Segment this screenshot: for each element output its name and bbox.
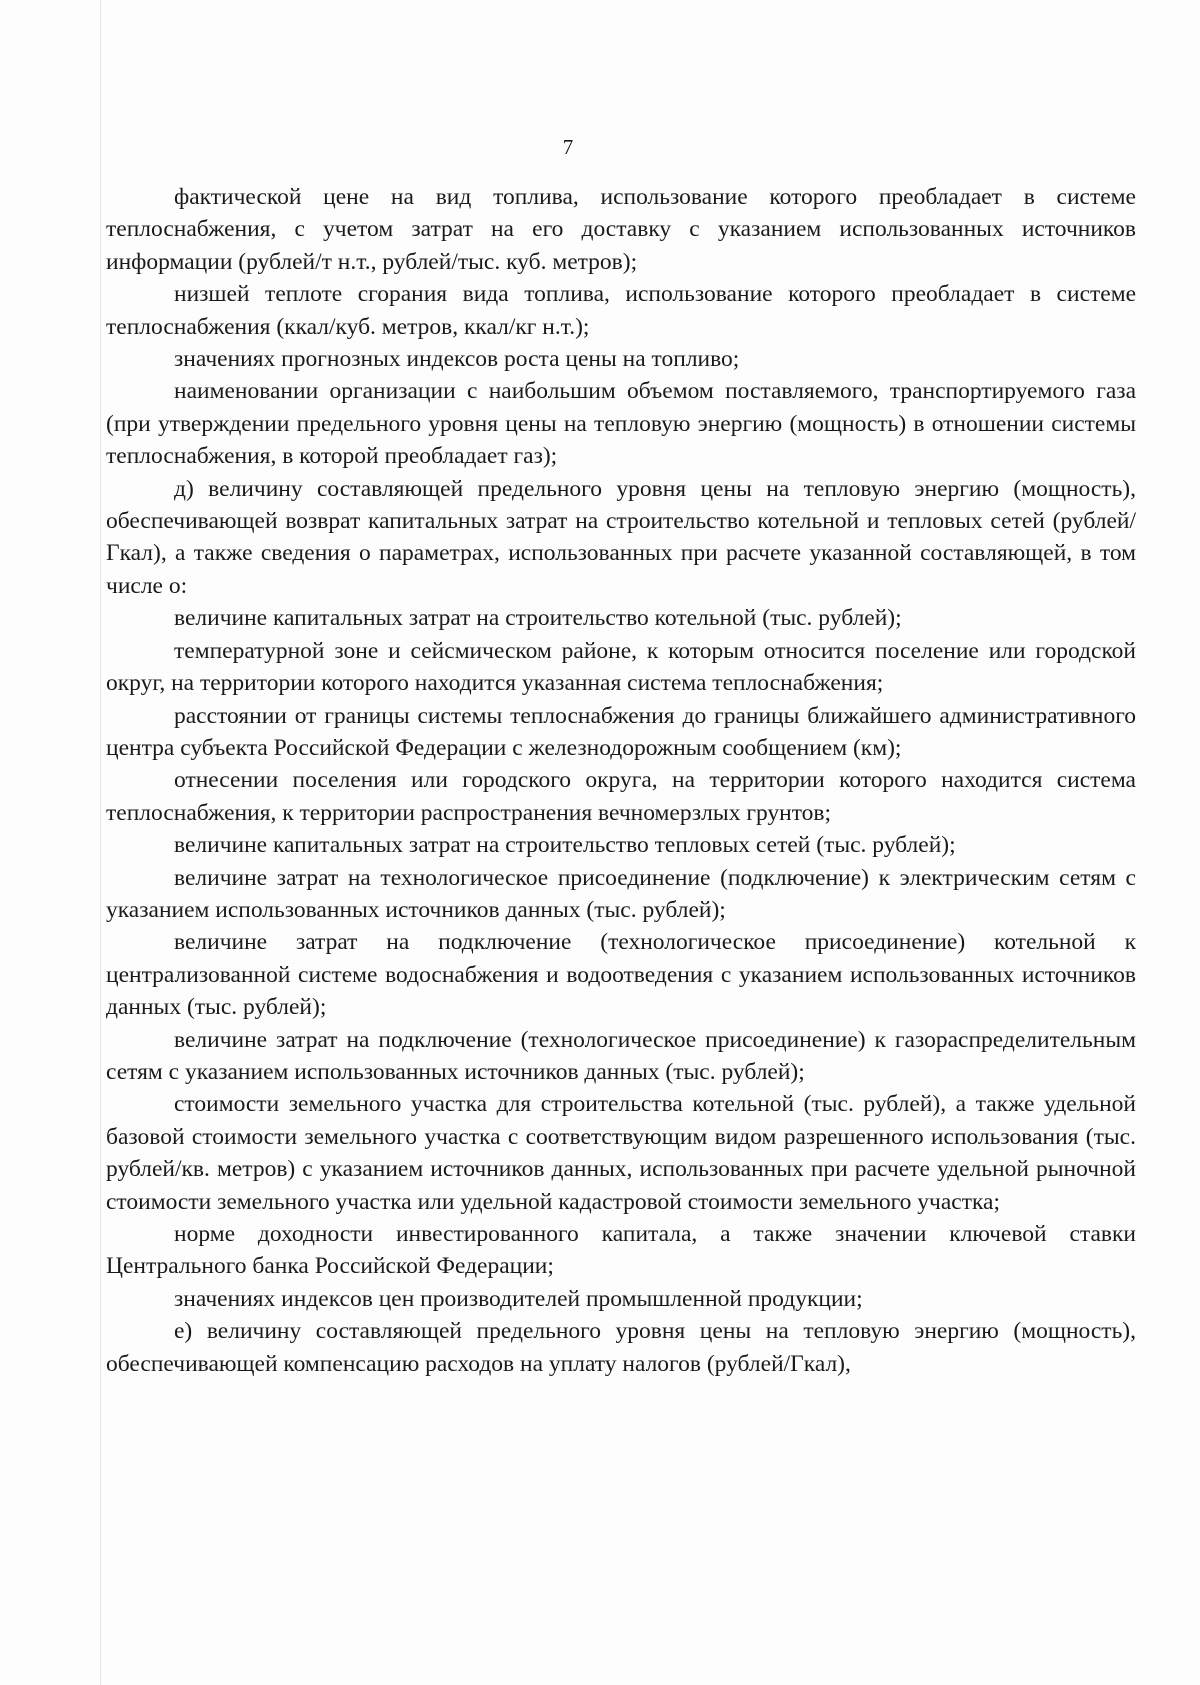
paragraph: величине капитальных затрат на строительство котельной (тыс. рублей); <box>174 605 902 632</box>
paragraph: стоимости земельного участка для строительства котельной (тыс. рублей), а также удельной базовой стоимости земельного участка с соответствующим видом разрешенного использования (тыс. рублей/кв. метров) с указанием источников данных, использованных при расчете удельной рыночной стоимости земельного участка или удельной кадастровой стоимости земельного участка; <box>106 1091 1136 1215</box>
paragraph: фактической цене на вид топлива, использование которого преобладает в системе теплоснабжения, с учетом затрат на его доставку с указанием использованных источников информации (рублей/т н.т., рублей/тыс. куб. метров); <box>106 184 1136 275</box>
paragraph: значениях индексов цен производителей промышленной продукции; <box>174 1285 863 1312</box>
paragraph: отнесении поселения или городского округа, на территории которого находится система теплоснабжения, к территории распространения вечномерзлых грунтов; <box>106 767 1136 826</box>
paragraph: расстоянии от границы системы теплоснабжения до границы ближайшего административного центра субъекта Российской Федерации с железнодорожным сообщением (км); <box>106 702 1136 761</box>
paragraph: низшей теплоте сгорания вида топлива, использование которого преобладает в системе теплоснабжения (ккал/куб. метров, ккал/кг н.т.); <box>106 281 1136 340</box>
scan-edge-line <box>100 0 101 1685</box>
page-number: 7 <box>562 135 574 159</box>
paragraph: температурной зоне и сейсмическом районе, к которым относится поселение или городской округ, на территории которого находится указанная система теплоснабжения; <box>106 637 1136 697</box>
paragraph: значениях прогнозных индексов роста цены на топливо; <box>174 346 740 373</box>
paragraph: е) величину составляющей предельного уровня цены на тепловую энергию (мощность), обеспечивающей компенсацию расходов на уплату налогов (рублей/Гкал), <box>106 1318 1136 1377</box>
paragraph: величине затрат на подключение (технологическое присоединение) к газораспределительным сетям с указанием использованных источников данных (тыс. рублей); <box>106 1026 1136 1085</box>
paragraph: наименовании организации с наибольшим объемом поставляемого, транспортируемого газа (при утверждении предельного уровня цены на тепловую энергию (мощность) в отношении системы теплоснабжения, в которой преобладает газ); <box>106 378 1136 470</box>
paragraph: величине затрат на технологическое присоединение (подключение) к электрическим сетям с указанием использованных источников данных (тыс. рублей); <box>106 864 1136 923</box>
paragraph: величине капитальных затрат на строительство тепловых сетей (тыс. рублей); <box>174 832 956 859</box>
paragraph: норме доходности инвестированного капитала, а также значении ключевой ставки Центрального банка Российской Федерации; <box>106 1221 1136 1280</box>
paragraph: д) величину составляющей предельного уровня цены на тепловую энергию (мощность), обеспечивающей возврат капитальных затрат на строительство котельной и тепловых сетей (рублей/Гкал), а также сведения о параметрах, использованных при расчете указанной составляющей, в том числе о: <box>106 475 1136 599</box>
document-body <box>106 181 1136 1380</box>
paragraph: величине затрат на подключение (технологическое присоединение) котельной к централизованной системе водоснабжения и водоотведения с указанием использованных источников данных (тыс. рублей); <box>106 929 1136 1021</box>
